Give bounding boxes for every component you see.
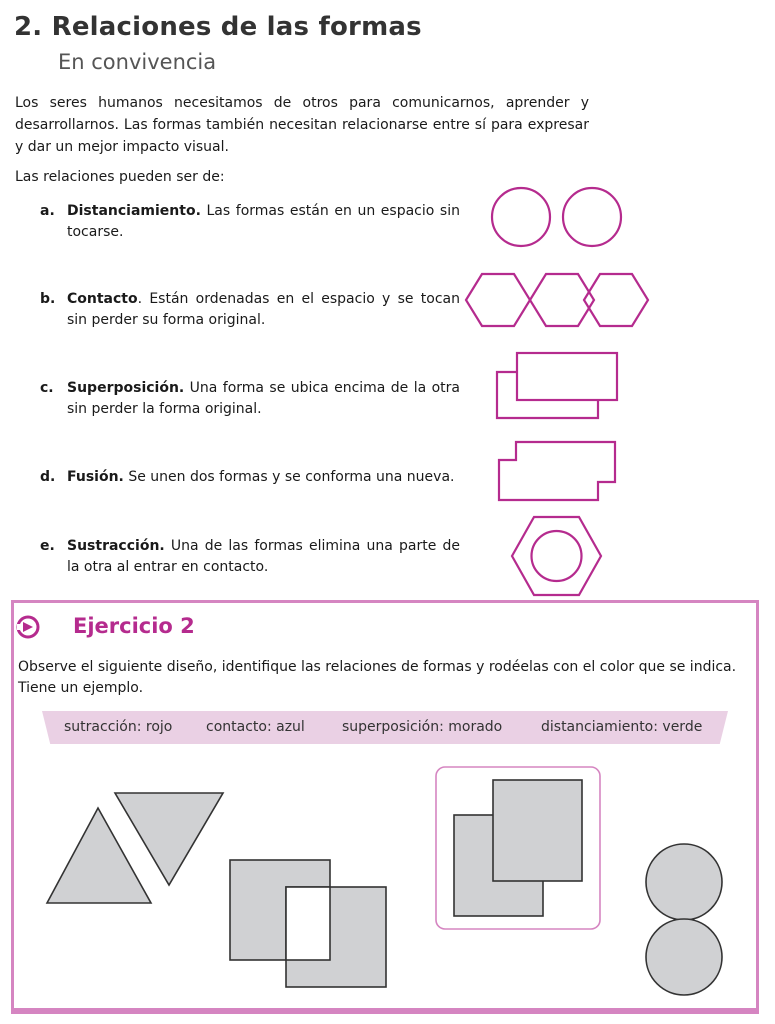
intro-paragraph: Los seres humanos necesitamos de otros para comunicarnos, aprender y desarrollarnos. Las formas también necesitan relacionarse entre sí para expresar y dar un mejor impacto visual. <box>15 95 589 155</box>
item-letter: b. <box>40 291 56 307</box>
item-desc: Una forma se ubica encima de la otra sin perder la forma original. <box>67 380 460 417</box>
page-subtitle: En convivencia <box>58 50 217 74</box>
circle-top-shape <box>646 844 722 920</box>
item-term: Contacto <box>67 291 138 307</box>
relation-item-d <box>40 467 480 488</box>
item-desc: Una de las formas elimina una parte de la otra al entrar en contacto. <box>67 538 460 575</box>
item-desc: . Están ordenadas en el espacio y se tocan sin perder su forma original. <box>67 291 460 328</box>
fused-shape <box>499 442 615 500</box>
legend-sustraccion: sutracción: rojo <box>64 719 173 735</box>
subtracted-area <box>286 887 330 960</box>
item-letter: a. <box>40 203 55 219</box>
item-term: Fusión. <box>67 469 124 485</box>
item-term: Superposición. <box>67 380 185 396</box>
sustraccion-illustration <box>508 512 606 600</box>
contacto-illustration <box>462 270 652 332</box>
relation-item-e <box>40 536 460 578</box>
item-letter: e. <box>40 538 55 554</box>
relation-item-b <box>40 289 460 331</box>
hexagon-shape <box>466 274 530 326</box>
hexagon-shape <box>512 517 601 595</box>
item-letter: c. <box>40 380 54 396</box>
item-term: Distanciamiento. <box>67 203 201 219</box>
circle-bottom-shape <box>646 919 722 995</box>
item-desc: Las formas están en un espacio sin tocarse. <box>67 203 460 240</box>
relation-item-c <box>40 378 460 420</box>
arrow-bullet-icon <box>17 615 43 639</box>
legend-superposicion: superposición: morado <box>342 719 503 735</box>
exercise-instructions: Observe el siguiente diseño, identifique las relaciones de formas y rodéelas con el color que se indica. Tiene un ejemplo. <box>18 659 737 696</box>
front-square-shape <box>493 780 582 881</box>
exercise-title: Ejercicio 2 <box>73 614 195 638</box>
item-term: Sustracción. <box>67 538 165 554</box>
relations-lead: Las relaciones pueden ser de: <box>15 169 225 185</box>
page-title: 2. Relaciones de las formas <box>14 12 422 42</box>
relation-item-a <box>40 201 460 243</box>
item-desc: Se unen dos formas y se conforma una nueva. <box>123 469 455 485</box>
superposicion-illustration <box>492 348 624 424</box>
circle-shape <box>492 188 550 246</box>
item-letter: d. <box>40 469 56 485</box>
legend-distanciamiento: distanciamiento: verde <box>541 719 703 735</box>
circle-shape <box>563 188 621 246</box>
exercise-design <box>0 755 775 1005</box>
distanciamiento-illustration <box>485 183 630 253</box>
front-rectangle <box>517 353 617 400</box>
fusion-illustration <box>494 436 622 506</box>
legend-contacto: contacto: azul <box>206 719 305 735</box>
circle-cutout <box>532 531 582 581</box>
